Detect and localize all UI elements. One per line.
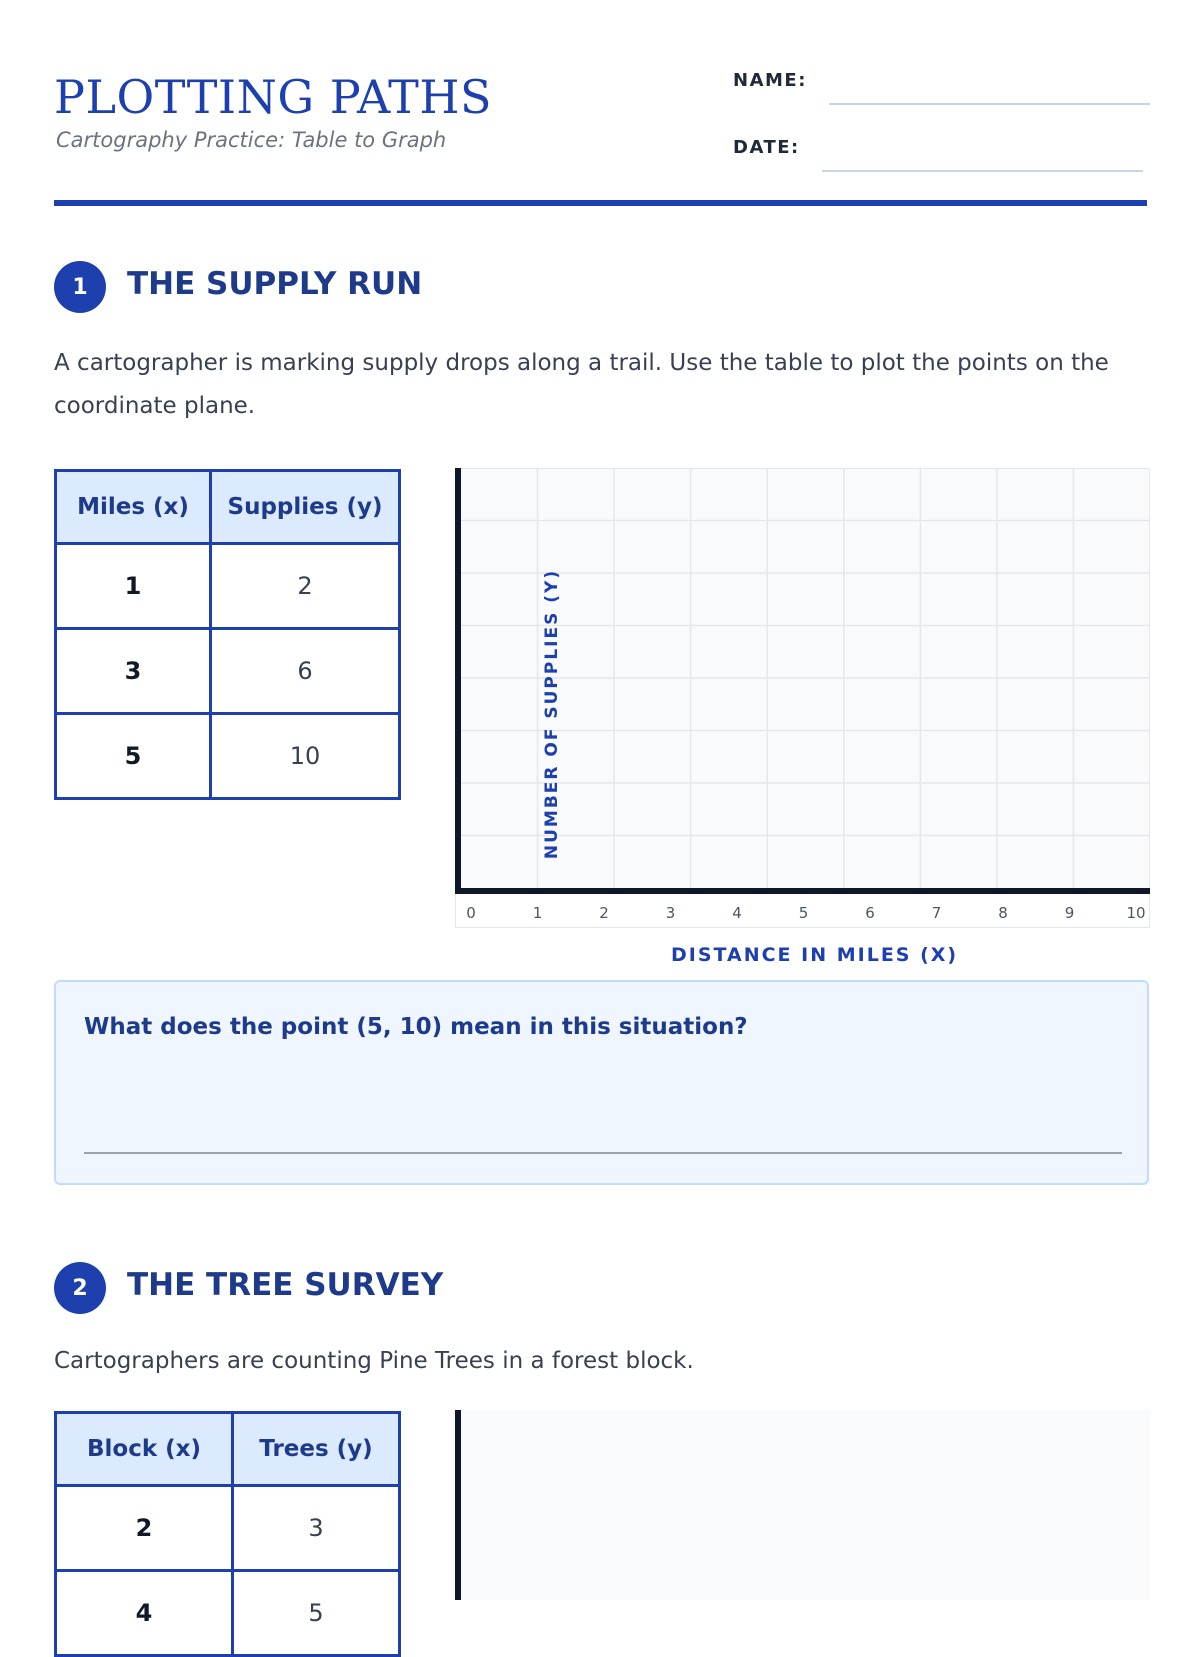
x-tick-label: 0 — [466, 904, 476, 922]
table-cell-y: 6 — [211, 629, 400, 714]
section-2-description: Cartographers are counting Pine Trees in a forest block. — [54, 1348, 694, 1374]
table-cell-y: 2 — [211, 544, 400, 629]
table-row — [56, 1486, 400, 1571]
table-row — [56, 629, 400, 714]
x-tick-label: 5 — [798, 904, 809, 922]
answer-line[interactable] — [84, 1152, 1122, 1154]
table-header-block: Block (x) — [56, 1413, 233, 1486]
x-tick-label: 9 — [1064, 904, 1075, 922]
table-cell-x: 5 — [56, 714, 211, 799]
table-row — [56, 714, 400, 799]
x-tick-label: 8 — [998, 904, 1008, 922]
section-2-badge: 2 — [54, 1262, 106, 1314]
section-1-badge: 1 — [54, 261, 106, 313]
page-subtitle: Cartography Practice: Table to Graph — [56, 128, 447, 152]
table-cell-y: 3 — [233, 1486, 400, 1571]
table-row — [56, 544, 400, 629]
table-cell-y: 10 — [211, 714, 400, 799]
question-box — [54, 980, 1149, 1185]
coordinate-plane-2[interactable] — [455, 1410, 1150, 1600]
x-tick-label: 10 — [1126, 904, 1146, 922]
x-tick-label: 4 — [732, 904, 742, 922]
section-1-title: THE SUPPLY RUN — [127, 266, 423, 302]
header-divider — [54, 200, 1147, 206]
name-label: NAME: — [733, 70, 807, 91]
x-tick-label: 7 — [931, 904, 942, 922]
table-cell-x: 1 — [56, 544, 211, 629]
table-cell-x: 4 — [56, 1571, 233, 1656]
supply-table — [54, 469, 401, 800]
table-row — [56, 1571, 400, 1656]
table-cell-y: 5 — [233, 1571, 400, 1656]
section-1-description: A cartographer is marking supply drops along a trail. Use the table to plot the points on the coordinate plane. — [54, 350, 1109, 419]
table-cell-x: 3 — [56, 629, 211, 714]
date-field[interactable] — [822, 170, 1143, 172]
y-axis — [455, 468, 461, 894]
table-header-trees: Trees (y) — [233, 1413, 400, 1486]
tree-table — [54, 1411, 401, 1657]
x-tick-label: 2 — [599, 904, 609, 922]
table-cell-x: 2 — [56, 1486, 233, 1571]
page-title: PLOTTING PATHS — [54, 70, 492, 124]
name-field[interactable] — [829, 103, 1150, 105]
graph-background — [455, 1410, 1150, 1600]
question-text: What does the point (5, 10) mean in this situation? — [84, 1014, 748, 1040]
table-header-supplies: Supplies (y) — [211, 471, 400, 544]
table-header-miles: Miles (x) — [56, 471, 211, 544]
x-tick-label: 6 — [865, 904, 875, 922]
date-label: DATE: — [733, 137, 800, 158]
y-axis — [455, 1410, 461, 1600]
y-axis-label: NUMBER OF SUPPLIES (Y) — [542, 568, 562, 860]
coordinate-plane-1[interactable] — [455, 468, 1150, 928]
x-axis — [455, 888, 1150, 894]
x-tick-label: 1 — [532, 904, 543, 922]
x-tick-labels — [466, 904, 1145, 922]
x-axis-label: DISTANCE IN MILES (X) — [671, 944, 959, 966]
x-tick-label: 3 — [665, 904, 676, 922]
section-2-title: THE TREE SURVEY — [127, 1267, 444, 1303]
